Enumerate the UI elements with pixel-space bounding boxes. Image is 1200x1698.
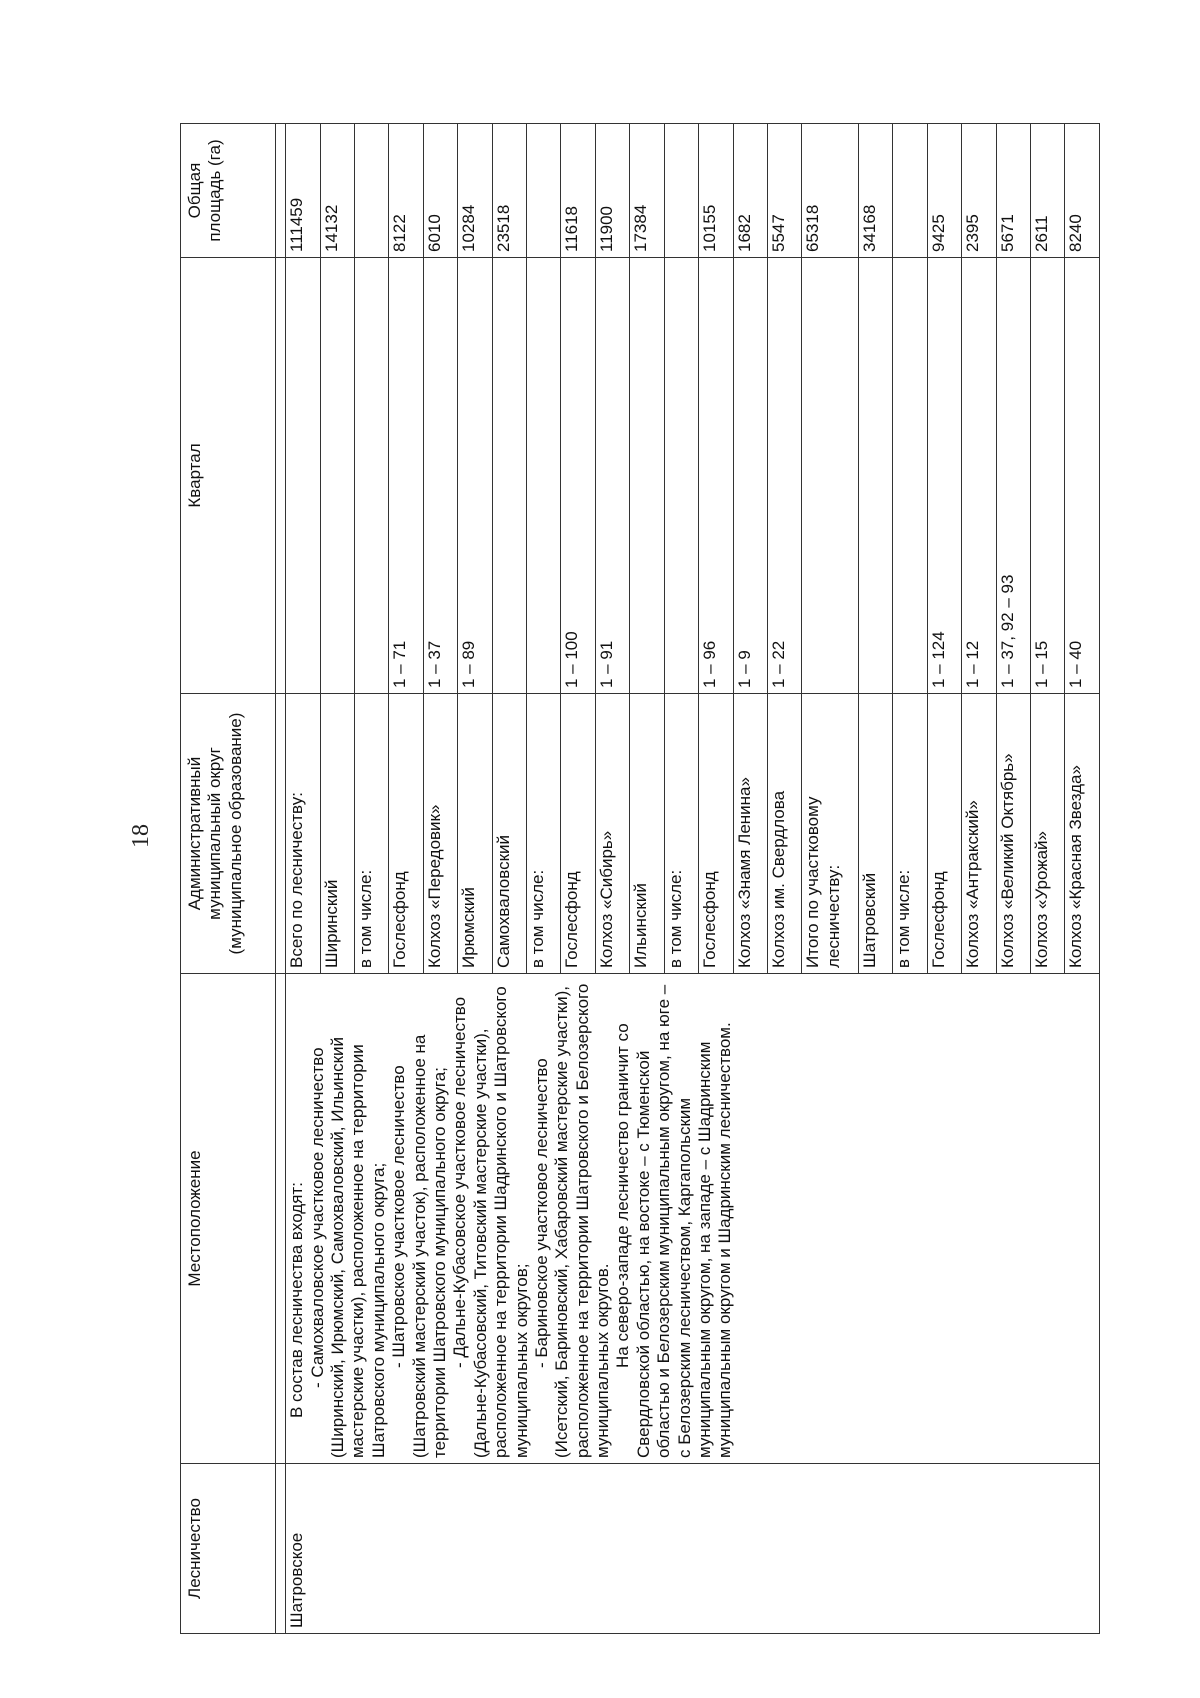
cell-area: 8122 [389, 124, 423, 258]
header-row [181, 124, 276, 1634]
cell-area: 11900 [595, 124, 629, 258]
cell-area: 10284 [458, 124, 492, 258]
cell-district: в том числе: [664, 694, 698, 974]
cell-quarter: 1 – 96 [699, 258, 733, 694]
description-paragraph: - Бариновское участковое лесничество (Исетский, Бариновский, Хабаровский мастерские участки), расположенное на территории Шатровского и Белозерского муниципальных округов. [531, 983, 613, 1458]
cell-quarter [492, 258, 526, 694]
cell-quarter [355, 258, 389, 694]
cell-area [527, 124, 561, 258]
cell-district: Ильинский [630, 694, 664, 974]
cell-district: Колхоз «Сибирь» [595, 694, 629, 974]
cell-quarter [286, 258, 320, 694]
cell-area: 5547 [767, 124, 801, 258]
cell-area: 9425 [927, 124, 961, 258]
cell-quarter: 1 – 9 [733, 258, 767, 694]
header-forestry: Лесничество [181, 1464, 276, 1634]
header-quarter: Квартал [181, 258, 276, 694]
description-paragraph: - Самохваловское участковое лесничество (Ширинский, Ирюмский, Самохваловский, Ильинский мастерские участки), расположенное на территории Шатровского муниципального округа; [307, 1036, 388, 1458]
cell-district: Ширинский [320, 694, 354, 974]
cell-quarter: 1 – 22 [767, 258, 801, 694]
cell-district: Колхоз «Красная Звезда» [1065, 694, 1100, 974]
cell-area [664, 124, 698, 258]
cell-area: 14132 [320, 124, 354, 258]
cell-area: 11618 [561, 124, 595, 258]
cell-area [355, 124, 389, 258]
cell-location-description [286, 974, 1100, 1464]
cell-quarter [527, 258, 561, 694]
cell-quarter: 1 – 40 [1065, 258, 1100, 694]
cell-area: 34168 [859, 124, 893, 258]
cell-area: 2611 [1031, 124, 1065, 258]
cell-district: Гослесфонд [389, 694, 423, 974]
header-area: Общая площадь (га) [181, 124, 276, 258]
cell-area: 111459 [286, 124, 320, 258]
cell-quarter: 1 – 124 [927, 258, 961, 694]
cell-area [893, 124, 927, 258]
cell-area: 17384 [630, 124, 664, 258]
cell-forestry: Шатровское [286, 1464, 1100, 1634]
cell-area: 10155 [699, 124, 733, 258]
spacer-row [276, 124, 286, 1634]
cell-area: 23518 [492, 124, 526, 258]
description-paragraph: - Шатровское участковое лесничество (Шатровский мастерский участок), расположенное на территории Шатровского муниципального округа; [389, 1034, 449, 1458]
forestry-table [180, 123, 1100, 1634]
description-paragraph: - Дальне-Кубасовское участковое лесничество (Дальне-Кубасовский, Титовский мастерские участки), расположенное на территории Шадринского и Шатровского муниципальных округов; [450, 986, 531, 1458]
cell-district: Колхоз «Антракский» [962, 694, 996, 974]
cell-district: Самохваловский [492, 694, 526, 974]
cell-quarter: 1 – 100 [561, 258, 595, 694]
cell-area: 8240 [1065, 124, 1100, 258]
cell-area: 6010 [423, 124, 457, 258]
cell-district: Колхоз «Великий Октябрь» [996, 694, 1030, 974]
cell-district: Всего по лесничеству: [286, 694, 320, 974]
cell-district: Итого по участковому лесничеству: [802, 694, 859, 974]
cell-quarter [664, 258, 698, 694]
cell-district: в том числе: [527, 694, 561, 974]
header-district: Административный муниципальный округ (муниципальное образование) [181, 694, 276, 974]
cell-district: Ирюмский [458, 694, 492, 974]
cell-area: 65318 [802, 124, 859, 258]
cell-quarter [630, 258, 664, 694]
cell-district: Шатровский [859, 694, 893, 974]
cell-district: в том числе: [893, 694, 927, 974]
description-paragraph: В состав лесничества входят: [287, 1182, 307, 1418]
description-paragraph: На северо-западе лесничество граничит со Свердловской областью, на востоке – с Тюменской областью и Белозерским муниципальным округом, на юге – с Белозерским лесничеством, Каргапольским муниципальным округом, на западе – с Шадринским муниципальным округом и Шадринским лесничеством. [613, 984, 735, 1458]
header-location: Местоположение [181, 974, 276, 1464]
cell-district: Колхоз «Урожай» [1031, 694, 1065, 974]
cell-district: Колхоз «Передовик» [423, 694, 457, 974]
cell-district: Гослесфонд [699, 694, 733, 974]
cell-quarter: 1 – 91 [595, 258, 629, 694]
cell-quarter: 1 – 37 [423, 258, 457, 694]
cell-quarter: 1 – 89 [458, 258, 492, 694]
cell-quarter: 1 – 71 [389, 258, 423, 694]
cell-district: Колхоз «Знамя Ленина» [733, 694, 767, 974]
cell-quarter [320, 258, 354, 694]
cell-district: Гослесфонд [927, 694, 961, 974]
cell-area: 1682 [733, 124, 767, 258]
cell-district: в том числе: [355, 694, 389, 974]
cell-quarter [802, 258, 859, 694]
cell-area: 5671 [996, 124, 1030, 258]
cell-district: Гослесфонд [561, 694, 595, 974]
cell-area: 2395 [962, 124, 996, 258]
page-number: 18 [128, 824, 154, 848]
cell-quarter: 1 – 37, 92 – 93 [996, 258, 1030, 694]
table-row [286, 124, 320, 1634]
cell-quarter: 1 – 15 [1031, 258, 1065, 694]
cell-quarter: 1 – 12 [962, 258, 996, 694]
cell-district: Колхоз им. Свердлова [767, 694, 801, 974]
cell-quarter [893, 258, 927, 694]
cell-quarter [859, 258, 893, 694]
